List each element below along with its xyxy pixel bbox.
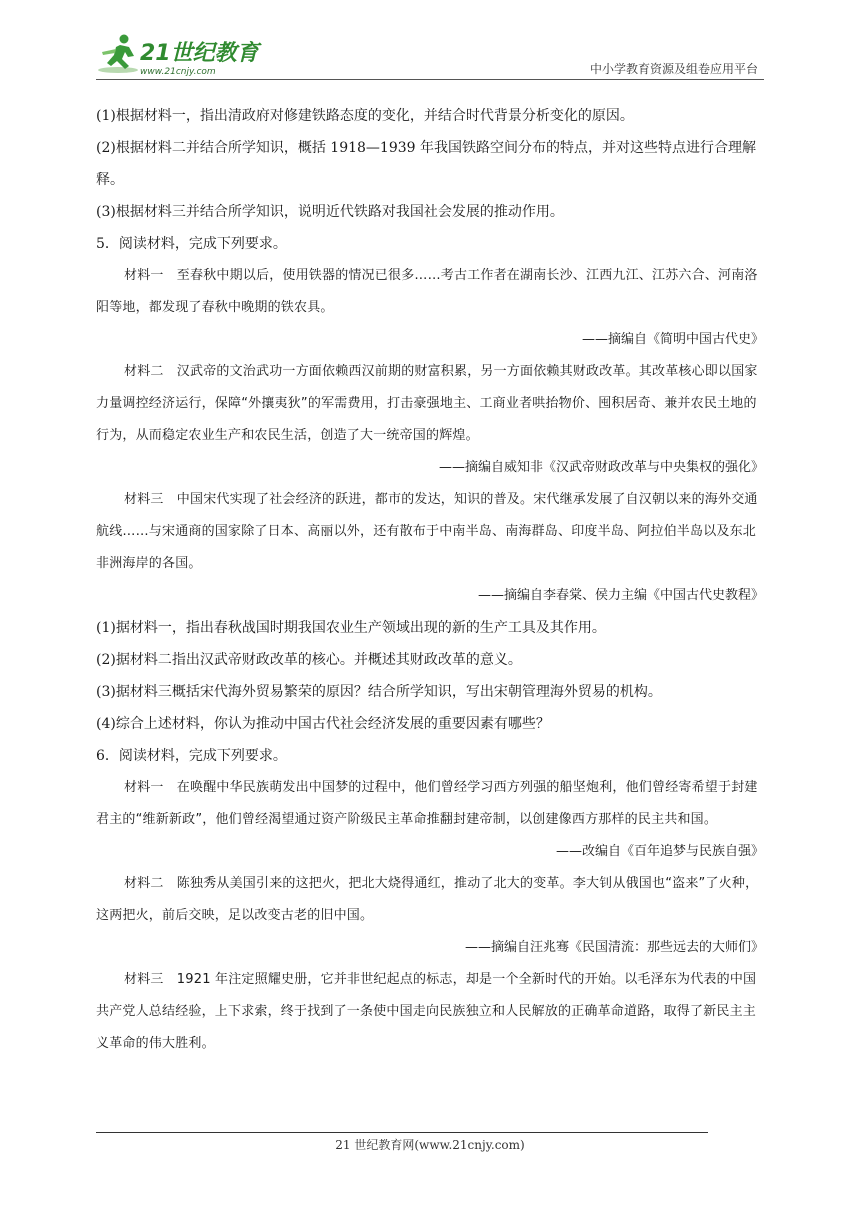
document-body <box>96 100 764 1060</box>
question-5-source-3: ——摘编自李春棠、侯力主编《中国古代史教程》 <box>477 588 764 603</box>
question-6-material-1: 材料一 在唤醒中华民族萌发出中国梦的过程中，他们曾经学习西方列强的船坚炮利，他们曾经寄希望于封建君主的“维新新政”，他们曾经渴望通过资产阶级民主革命推翻封建帝制，以创建像西方那样的民主共和国。 <box>96 780 758 827</box>
question-5-title: 5．阅读材料，完成下列要求。 <box>96 236 287 252</box>
question-4-part-1: (1)根据材料一，指出清政府对修建铁路态度的变化，并结合时代背景分析变化的原因。 <box>96 108 634 124</box>
question-4-part-2: (2)根据材料二并结合所学知识，概括 1918—1939 年我国铁路空间分布的特点，并对这些特点进行合理解释。 <box>96 140 756 188</box>
question-5-part-3: (3)据材料三概括宋代海外贸易繁荣的原因？结合所学知识，写出宋朝管理海外贸易的机构。 <box>96 684 662 700</box>
question-6-material-2: 材料二 陈独秀从美国引来的这把火，把北大烧得通红，推动了北大的变革。李大钊从俄国也“盗来”了火种，这两把火，前后交映，足以改变古老的旧中国。 <box>96 876 759 923</box>
question-4-part-3: (3)根据材料三并结合所学知识，说明近代铁路对我国社会发展的推动作用。 <box>96 204 564 220</box>
question-5-part-2: (2)据材料二指出汉武帝财政改革的核心。并概述其财政改革的意义。 <box>96 652 522 668</box>
question-6-source-2: ——摘编自汪兆骞《民国清流：那些远去的大师们》 <box>464 940 764 955</box>
question-5-material-1: 材料一 至春秋中期以后，使用铁器的情况已很多……考古工作者在湖南长沙、江西九江、江苏六合、河南洛阳等地，都发现了春秋中晚期的铁农具。 <box>96 268 758 315</box>
logo <box>96 30 266 78</box>
question-5-material-2: 材料二 汉武帝的文治武功一方面依赖西汉前期的财富积累，另一方面依赖其财政改革。其改革核心即以国家力量调控经济运行，保障“外攘夷狄”的军需费用，打击豪强地主、工商业者哄抬物价、囤积居奇、兼并农民土地的行为，从而稳定农业生产和农民生活，创造了大一统帝国的辉煌。 <box>96 364 758 443</box>
logo-text: 21世纪教育 <box>140 41 259 66</box>
question-6-title: 6．阅读材料，完成下列要求。 <box>96 748 287 764</box>
question-6-material-3: 材料三 1921 年注定照耀史册，它并非世纪起点的标志，却是一个全新时代的开始。以毛泽东为代表的中国共产党人总结经验，上下求索，终于找到了一条使中国走向民族独立和人民解放的正确革命道路，取得了新民主主义革命的伟大胜利。 <box>96 972 757 1051</box>
question-6-source-1: ——改编自《百年追梦与民族自强》 <box>555 844 764 859</box>
runner-icon <box>98 35 138 74</box>
header-divider <box>96 79 764 80</box>
footer-divider <box>96 1132 708 1133</box>
logo-url: www.21cnjy.com <box>140 67 216 77</box>
question-5-material-3: 材料三 中国宋代实现了社会经济的跃进，都市的发达，知识的普及。宋代继承发展了自汉朝以来的海外交通航线……与宋通商的国家除了日本、高丽以外，还有散布于中南半岛、南海群岛、印度半岛、阿拉伯半岛以及东北非洲海岸的各国。 <box>96 492 758 571</box>
page-header <box>96 30 764 80</box>
question-5-part-1: (1)据材料一，指出春秋战国时期我国农业生产领域出现的新的生产工具及其作用。 <box>96 620 606 636</box>
question-5-source-2: ——摘编自威知非《汉武帝财政改革与中央集权的强化》 <box>438 460 764 475</box>
platform-name: 中小学教育资源及组卷应用平台 <box>589 62 758 76</box>
page-footer: 21 世纪教育网(www.21cnjy.com) <box>335 1138 525 1152</box>
question-5-source-1: ——摘编自《简明中国古代史》 <box>581 332 764 347</box>
question-5-part-4: (4)综合上述材料，你认为推动中国古代社会经济发展的重要因素有哪些？ <box>96 716 550 732</box>
